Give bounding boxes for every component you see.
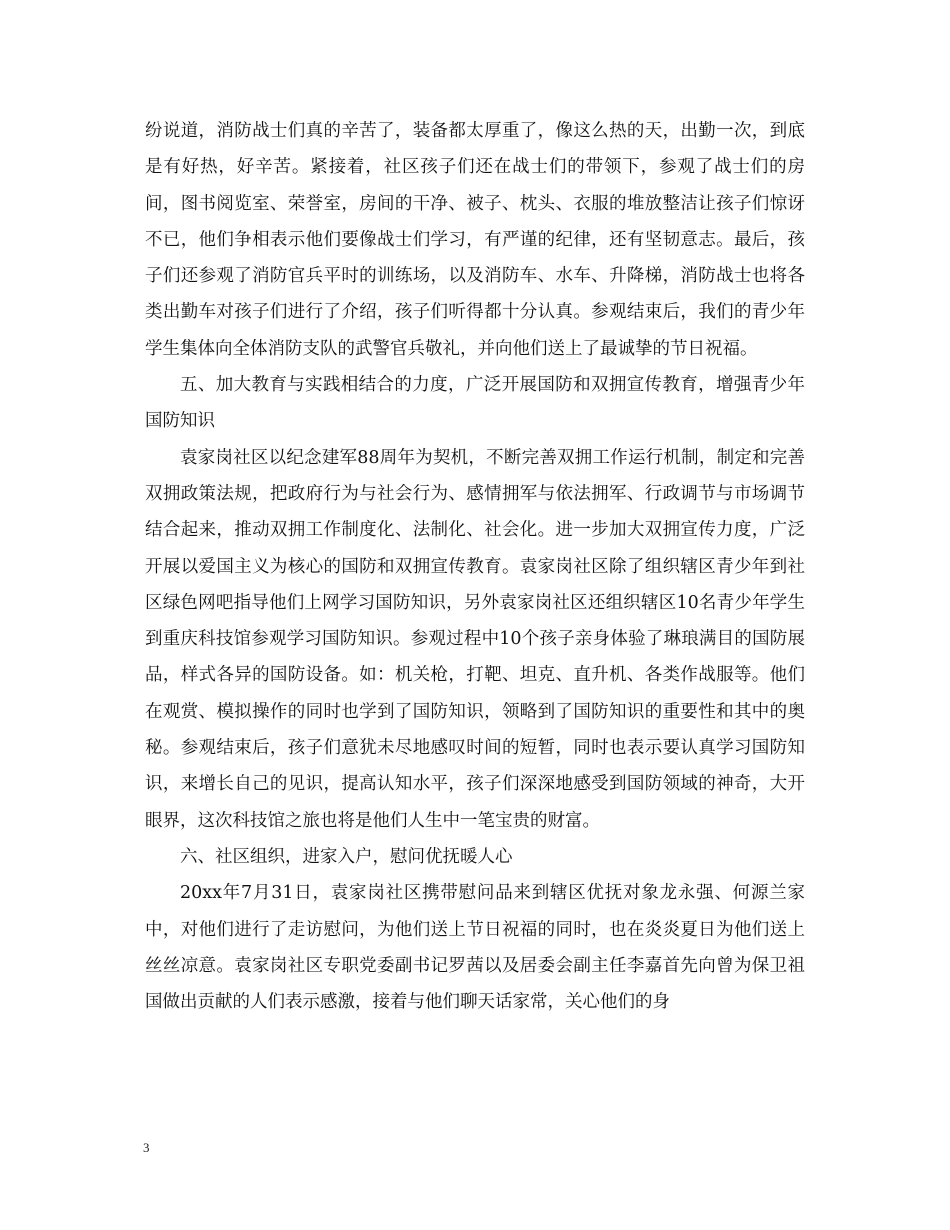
section-heading-six: 六、社区组织，进家入户，慰问优抚暖人心 xyxy=(180,846,513,867)
paragraph-section-five: 袁家岗社区以纪念建军88周年为契机，不断完善双拥工作运行机制，制定和完善双拥政策法规，把政府行为与社会行为、感情拥军与依法拥军、行政调节与市场调节结合起来，推动双拥工作制度化、法制化、社会化。进一步加大双拥宣传力度，广泛开展以爱国主义为核心的国防和双拥宣传教育。袁家岗社区除了组织辖区青少年到社区绿色网吧指导他们上网学习国防知识，另外袁家岗社区还组织辖区10名青少年学生到重庆科技馆参观学习国防知识。参观过程中10个孩子亲身体验了琳琅满目的国防展品，样式各异的国防设备。如：机关枪，打靶、坦克、直升机、各类作战服等。他们在观赏、模拟操作的同时也学到了国防知识，领略到了国防知识的重要性和其中的奥秘。参观结束后，孩子们意犹未尽地感叹时间的短暂，同时也表示要认真学习国防知识，来增长自己的见识，提高认知水平，孩子们深深地感受到国防领域的神奇，大开眼界，这次科技馆之旅也将是他们人生中一笔宝贵的财富。 xyxy=(145,447,805,831)
paragraph-section-six: 20xx年7月31日，袁家岗社区携带慰问品来到辖区优抚对象龙永强、何源兰家中，对他们进行了走访慰问，为他们送上节日祝福的同时，也在炎炎夏日为他们送上丝丝凉意。袁家岗社区专职党委副书记罗茜以及居委会副主任李嘉首先向曾为保卫祖国做出贡献的人们表示感激，接着与他们聊天话家常，关心他们的身 xyxy=(145,883,805,1013)
page-number: 3 xyxy=(143,1140,150,1155)
paragraph-continued: 纷说道，消防战士们真的辛苦了，装备都太厚重了，像这么热的天，出勤一次，到底是有好热，好辛苦。紧接着，社区孩子们还在战士们的带领下，参观了战士们的房间，图书阅览室、荣誉室，房间的干净、被子、枕头、衣服的堆放整洁让孩子们惊讶不已，他们争相表示他们要像战士们学习，有严谨的纪律，还有坚韧意志。最后，孩子们还参观了消防官兵平时的训练场，以及消防车、水车、升降梯，消防战士也将各类出勤车对孩子们进行了介绍，孩子们听得都十分认真。参观结束后，我们的青少年学生集体向全体消防支队的武警官兵敬礼，并向他们送上了最诚挚的节日祝福。 xyxy=(145,121,805,359)
section-heading-five: 五、加大教育与实践相结合的力度，广泛开展国防和双拥宣传教育，增强青少年国防知识 xyxy=(145,375,805,432)
document-body xyxy=(145,113,805,1020)
